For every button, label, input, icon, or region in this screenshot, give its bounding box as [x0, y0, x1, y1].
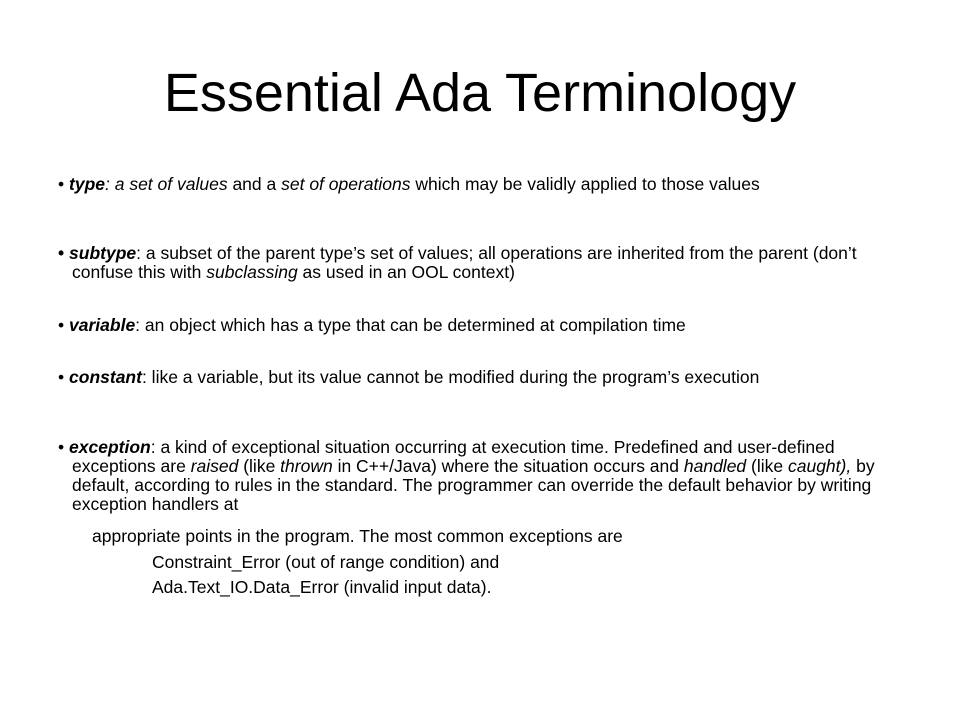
bullet-variable-text: : an object which has a type that can be determined at compilation time	[135, 315, 686, 335]
bullet-type-text: which may be validly applied to those values	[410, 174, 760, 194]
bullet-exception-text: (like	[746, 456, 788, 476]
emphasis-thrown: thrown	[280, 456, 333, 476]
exception-constraint-error: Constraint_Error (out of range condition) and	[152, 552, 500, 572]
term-subtype: subtype	[69, 243, 137, 263]
term-constant: constant	[69, 367, 142, 387]
term-variable: variable	[69, 315, 136, 335]
bullet-type-text: and a	[227, 174, 282, 194]
emphasis-set-of-operations: set of operations	[281, 174, 411, 194]
bullet-marker: •	[58, 243, 65, 263]
term-exception: exception	[69, 437, 151, 457]
bullet-exception	[58, 438, 902, 514]
bullet-marker: •	[58, 367, 65, 387]
bullet-exception-text: in C++/Java) where the situation occurs and	[332, 456, 684, 476]
bullet-exception-text: by default, according to rules in the standard. The programmer can override the default behavior by writing exception handlers at	[72, 456, 875, 514]
bullet-constant-text: : like a variable, but its value cannot be modified during the program’s execution	[141, 367, 760, 387]
bullet-type	[58, 175, 902, 194]
emphasis-raised: raised	[190, 456, 239, 476]
bullet-marker: •	[58, 315, 65, 335]
emphasis-set-of-values: set of values	[129, 174, 228, 194]
bullet-subtype-text: as used in an OOL context)	[297, 262, 515, 282]
bullet-marker: •	[58, 174, 65, 194]
bullet-variable	[58, 316, 902, 335]
bullet-constant	[58, 368, 902, 387]
bullet-subtype-text: : a subset of the parent type’s set of values; all operations are inherited from the parent (don’t confuse this with	[72, 243, 857, 282]
emphasis-handled: handled	[683, 456, 747, 476]
exception-continuation-line: appropriate points in the program. The most common exceptions are	[92, 526, 623, 546]
bullet-exception-text: (like	[238, 456, 281, 476]
bullet-marker: •	[58, 437, 65, 457]
bullet-type-text: : a	[105, 174, 130, 194]
bullet-exception-text: : a kind of exceptional situation occurring at execution time. Predefined and user-defined exceptions are	[72, 437, 835, 476]
term-type: type	[69, 174, 105, 194]
bullet-subtype	[58, 244, 902, 282]
slide-title: Essential Ada Terminology	[163, 63, 797, 123]
exception-data-error: Ada.Text_IO.Data_Error (invalid input data).	[152, 577, 492, 597]
emphasis-subclassing: subclassing	[206, 262, 298, 282]
emphasis-caught: caught),	[787, 456, 852, 476]
